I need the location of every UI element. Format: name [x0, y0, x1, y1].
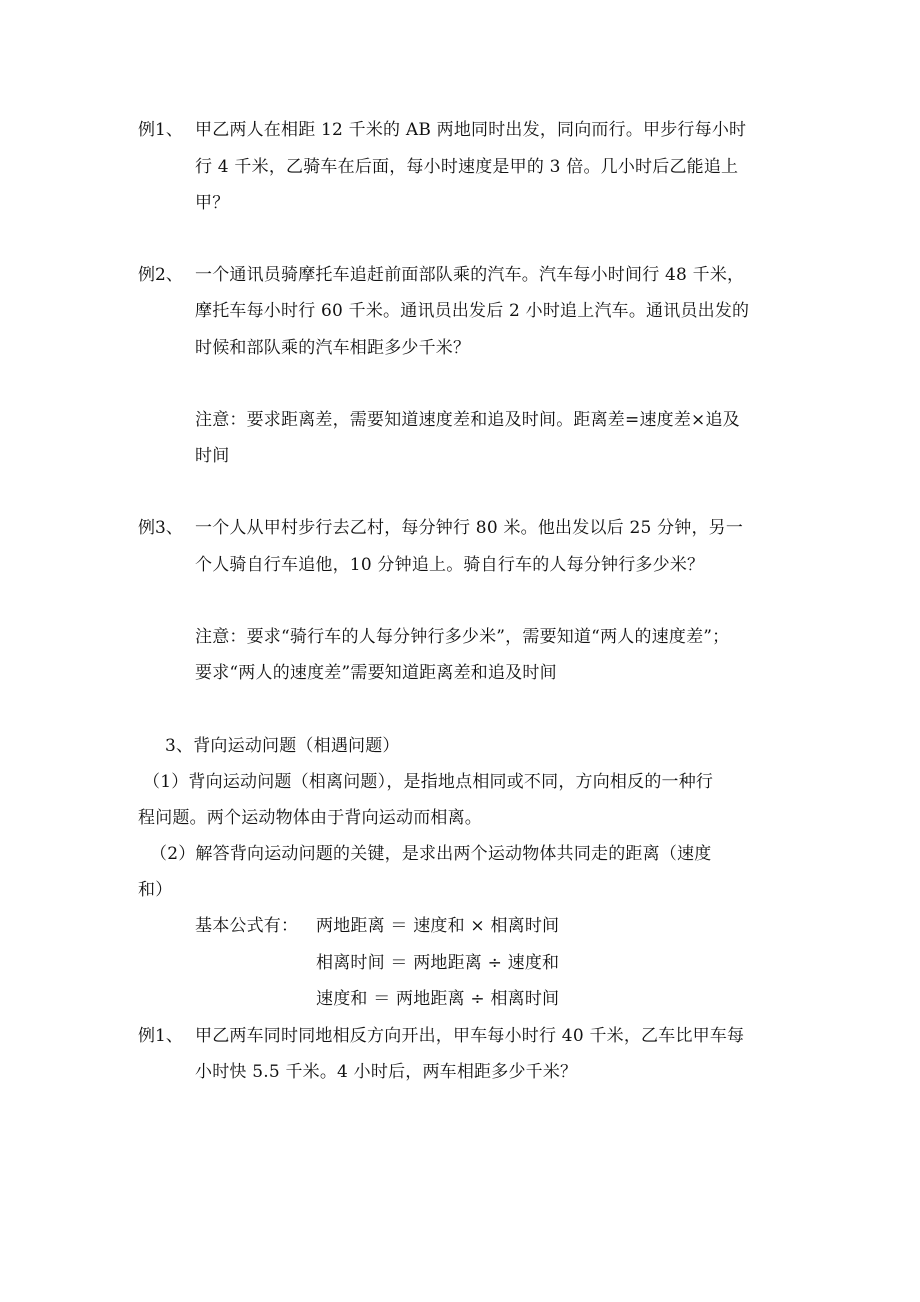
paragraph-line: （2）解答背向运动问题的关键，是求出两个运动物体共同走的距离（速度 [150, 844, 712, 864]
example-text-line: 一个通讯员骑摩托车追赶前面部队乘的汽车。汽车每小时间行 48 千米， [195, 265, 745, 285]
example-label: 例1、 [138, 1026, 183, 1046]
formula-line: 速度和 ＝ 两地距离 ÷ 相离时间 [316, 989, 560, 1009]
note-text-line: 注意：要求“骑行车的人每分钟行多少米”，需要知道“两人的速度差”； [195, 627, 730, 647]
paragraph-line: 和） [138, 880, 173, 900]
example-text-line: 甲乙两人在相距 12 千米的 AB 两地同时出发，同向而行。甲步行每小时 [195, 120, 747, 140]
example-text-line: 个人骑自行车追他，10 分钟追上。骑自行车的人每分钟行多少米？ [195, 555, 705, 575]
note-text-line: 注意：要求距离差，需要知道速度差和追及时间。距离差=速度差×追及 [195, 410, 740, 430]
note-text-line: 时间 [195, 446, 230, 466]
note-text-line: 要求“两人的速度差”需要知道距离差和追及时间 [195, 663, 557, 683]
formula-label: 基本公式有： [195, 916, 299, 936]
example-label: 例3、 [138, 518, 183, 538]
formula-line: 相离时间 ＝ 两地距离 ÷ 速度和 [316, 953, 560, 973]
example-text-line: 甲？ [195, 193, 230, 213]
section-heading: 3、背向运动问题（相遇问题） [165, 736, 400, 756]
example-label: 例2、 [138, 265, 183, 285]
example-text-line: 时候和部队乘的汽车相距多少千米？ [195, 338, 471, 358]
example-label: 例1、 [138, 120, 183, 140]
formula-line: 两地距离 ＝ 速度和 × 相离时间 [316, 916, 560, 936]
example-text-line: 摩托车每小时行 60 千米。通讯员出发后 2 小时追上汽车。通讯员出发的 [195, 301, 750, 321]
example-text-line: 甲乙两车同时同地相反方向开出，甲车每小时行 40 千米，乙车比甲车每 [195, 1026, 745, 1046]
paragraph-line: 程问题。两个运动物体由于背向运动而相离。 [138, 808, 482, 828]
example-text-line: 一个人从甲村步行去乙村，每分钟行 80 米。他出发以后 25 分钟，另一 [195, 518, 744, 538]
paragraph-line: （1）背向运动问题（相离问题），是指地点相同或不同，方向相反的一种行 [143, 772, 714, 792]
example-text-line: 小时快 5.5 千米。4 小时后，两车相距多少千米？ [195, 1062, 578, 1082]
example-text-line: 行 4 千米，乙骑车在后面，每小时速度是甲的 3 倍。几小时后乙能追上 [195, 157, 739, 177]
